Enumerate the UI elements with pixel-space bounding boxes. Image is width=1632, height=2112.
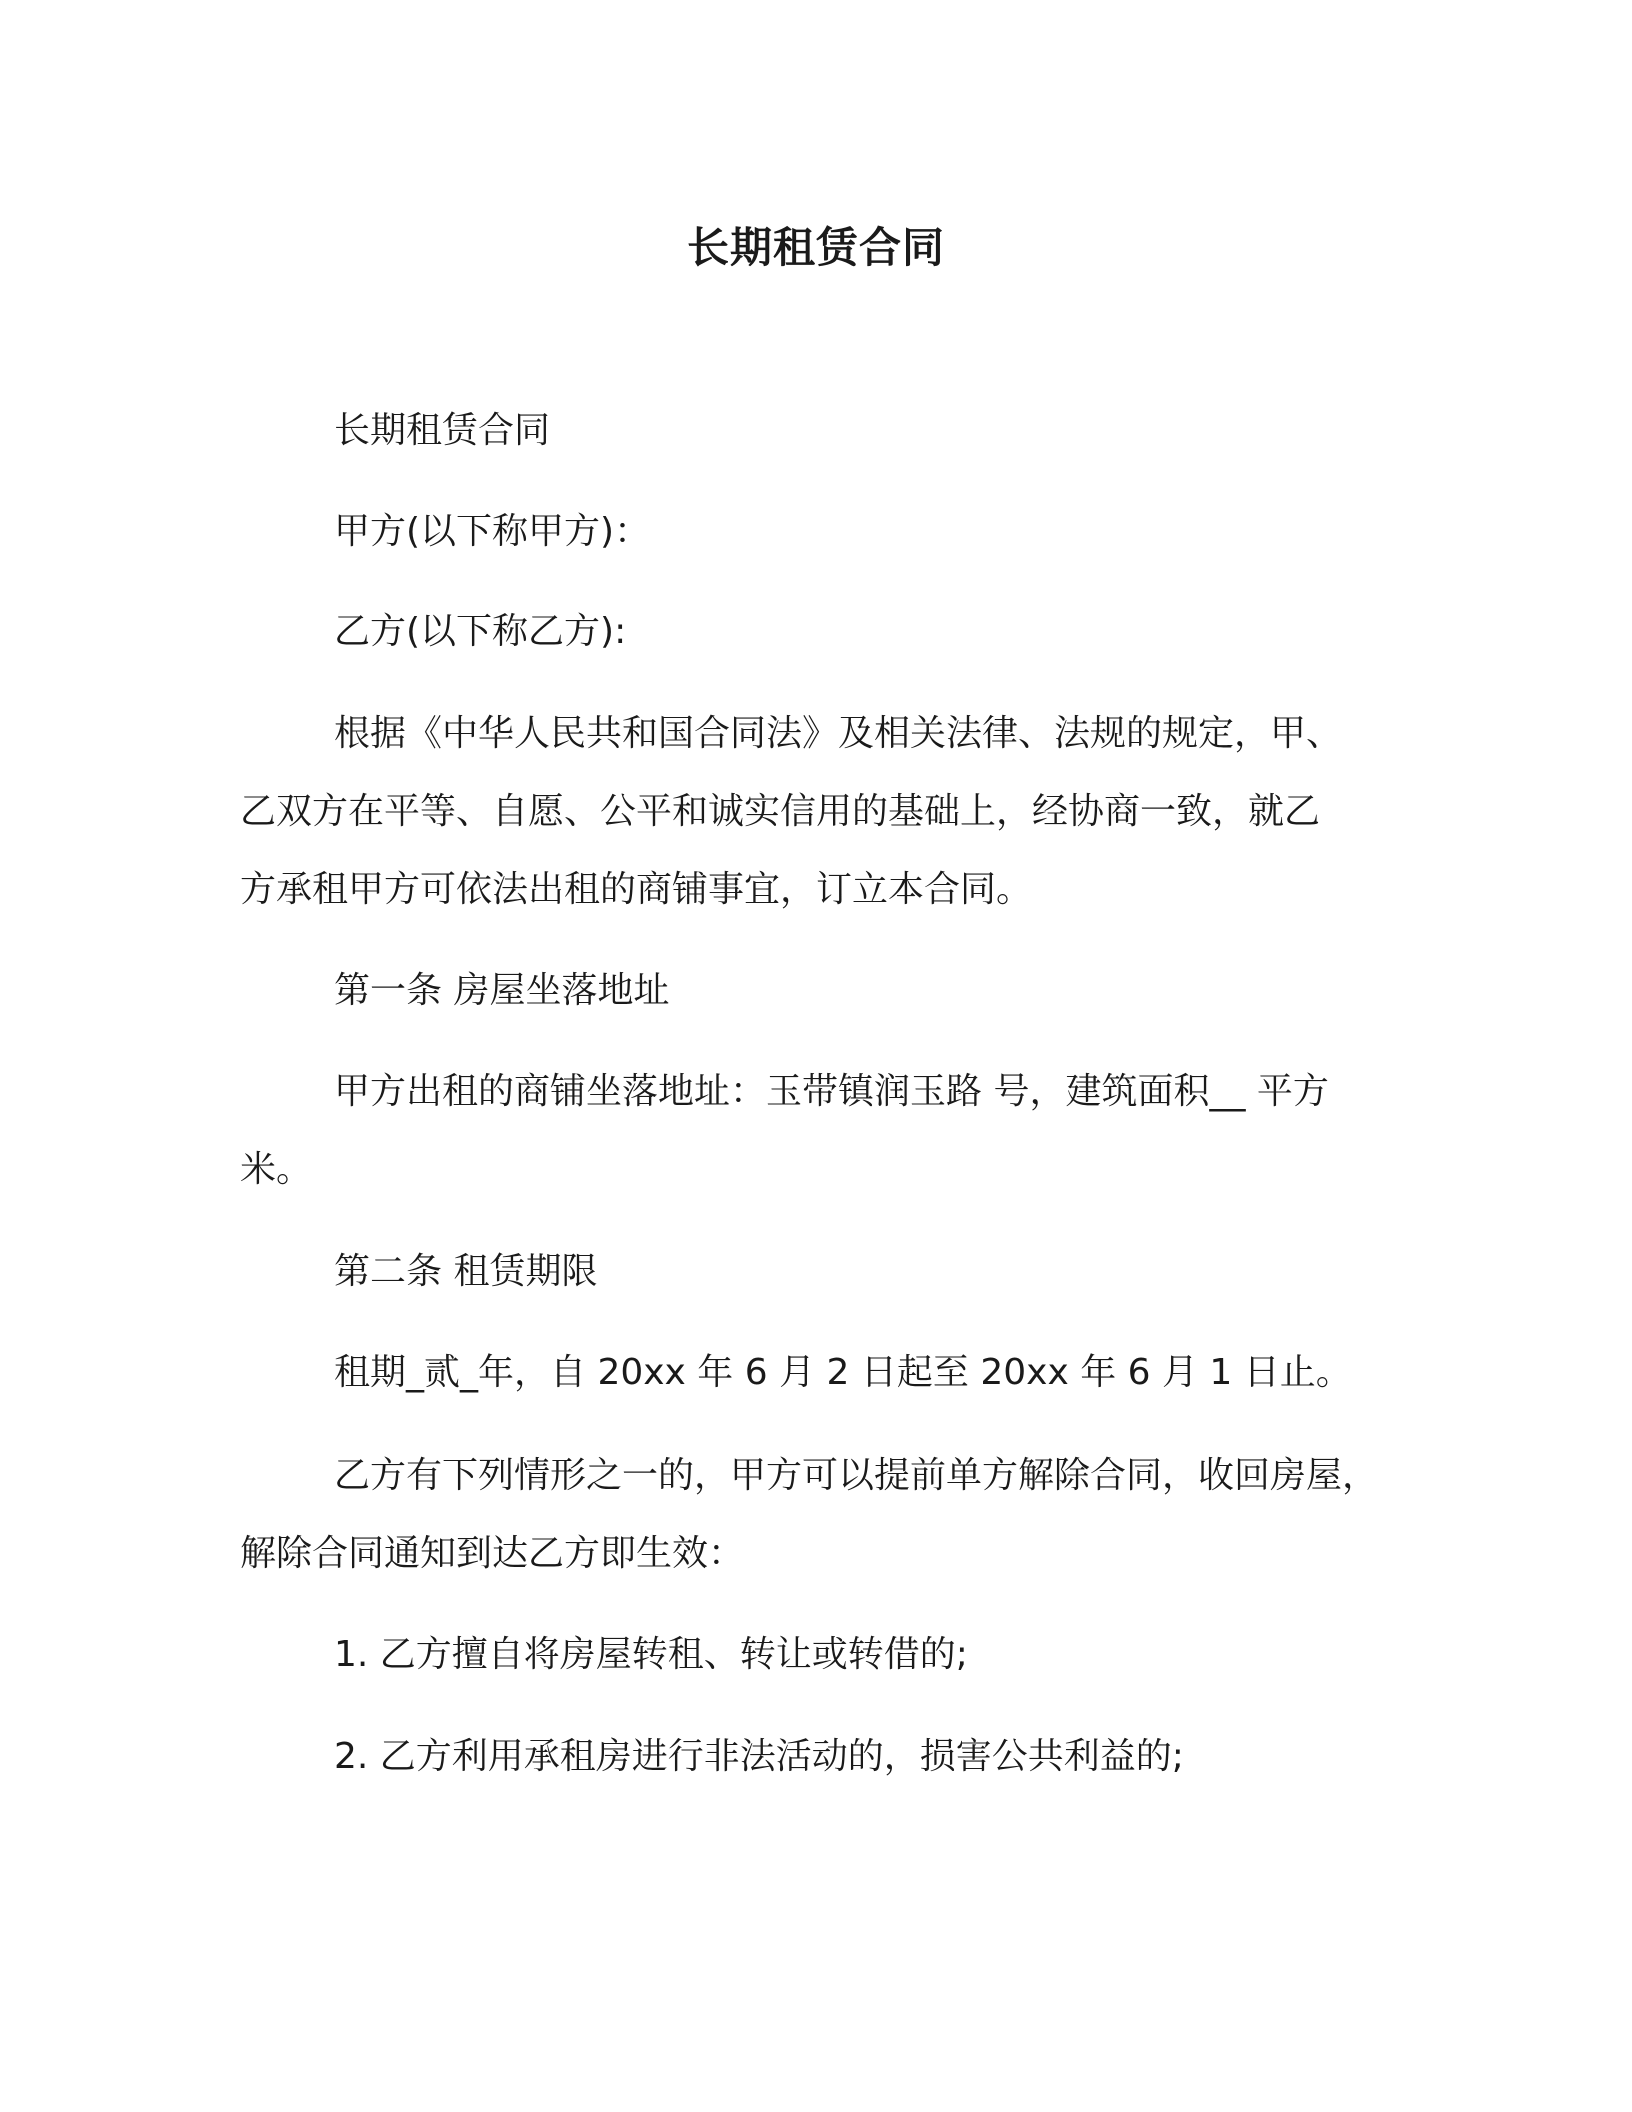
termination-item-1: 1. 乙方擅自将房屋转租、转让或转借的; xyxy=(334,1634,968,1675)
article2-term: 租期_贰_年，自 20xx 年 6 月 2 日起至 20xx 年 6 月 1 日止。 xyxy=(334,1352,1352,1393)
termination-item-2: 2. 乙方利用承租房进行非法活动的，损害公共利益的; xyxy=(334,1736,1184,1777)
termination-intro-line-1: 乙方有下列情形之一的，甲方可以提前单方解除合同，收回房屋， xyxy=(334,1455,1379,1496)
article1-body-line-1: 甲方出租的商铺坐落地址：玉带镇润玉路 号，建筑面积__ 平方 xyxy=(334,1071,1329,1112)
document-title: 长期租赁合同 xyxy=(686,223,945,272)
preamble-line-1: 根据《中华人民共和国合同法》及相关法律、法规的规定，甲、 xyxy=(334,713,1343,754)
article1-heading: 第一条 房屋坐落地址 xyxy=(334,970,670,1011)
article1-body-line-2: 米。 xyxy=(240,1149,313,1190)
termination-intro-line-2: 解除合同通知到达乙方即生效： xyxy=(240,1533,745,1574)
party-b-line: 乙方(以下称乙方): xyxy=(334,611,627,652)
subtitle: 长期租赁合同 xyxy=(334,410,551,451)
party-a-line: 甲方(以下称甲方)： xyxy=(334,511,651,552)
article2-heading: 第二条 租赁期限 xyxy=(334,1251,598,1292)
preamble-line-3: 方承租甲方可依法出租的商铺事宜，订立本合同。 xyxy=(240,869,1033,910)
preamble-line-2: 乙双方在平等、自愿、公平和诚实信用的基础上，经协商一致，就乙 xyxy=(240,791,1321,832)
